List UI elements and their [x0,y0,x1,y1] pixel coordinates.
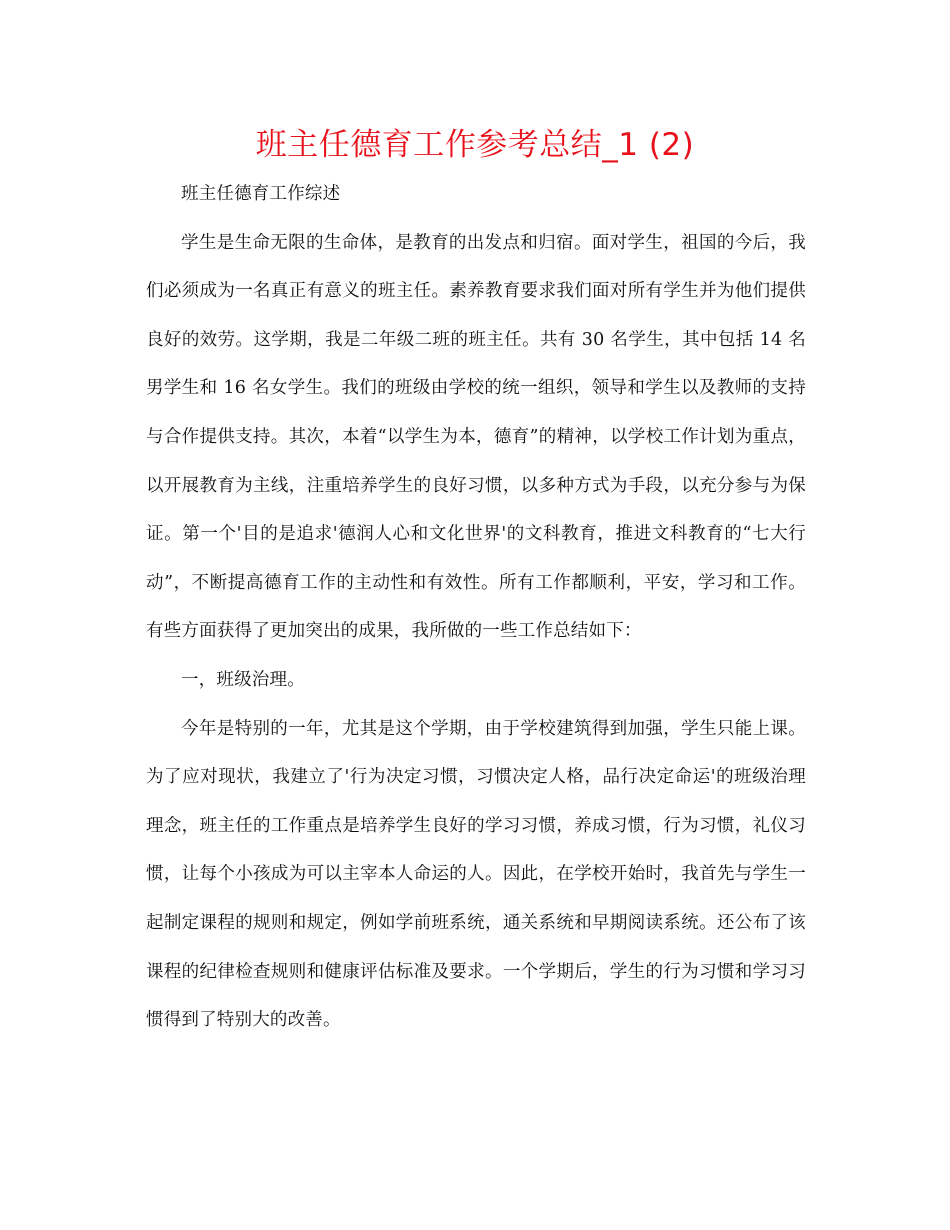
section-heading-overview: 班主任德育工作综述 [181,184,341,204]
paragraph-class-management: 今年是特别的一年，尤其是这个学期，由于学校建筑得到加强，学生只能上课。为了应对现状，我建立了'行为决定习惯，习惯决定人格，品行决定命运'的班级治理理念，班主任的工作重点是培养学生良好的学习习惯，养成习惯，行为习惯，礼仪习惯，让每个小孩成为可以主宰本人命运的人。因此，在学校开始时，我首先与学生一起制定课程的规则和规定，例如学前班系统，通关系统和早期阅读系统。还公布了该课程的纪律检查规则和健康评估标准及要求。一个学期后，学生的行为习惯和学习习惯得到了特别大的改善。 [146,718,806,1031]
section-heading-class-management: 一，班级治理。 [181,669,305,690]
paragraph-intro: 学生是生命无限的生命体，是教育的出发点和归宿。面对学生，祖国的今后，我们必须成为一名真正有意义的班主任。素养教育要求我们面对所有学生并为他们提供良好的效劳。这学期，我是二年级二班的班主任。共有 30 名学生，其中包括 14 名男学生和 16 名女学生。我们的班级由学校的统一组织，领导和学生以及教师的支持与合作提供支持。其次，本着“以学生为本，德育”的精神，以学校工作计划为重点，以开展教育为主线，注重培养学生的良好习惯，以多种方式为手段，以充分参与为保证。第一个'目的是追求'德润人心和文化世界'的文科教育，推进文科教育的“七大行动”，不断提高德育工作的主动性和有效性。所有工作都顺利，平安，学习和工作。有些方面获得了更加突出的成果，我所做的一些工作总结如下： [146,232,806,642]
document-body [146,170,806,1045]
document-title: 班主任德育工作参考总结_1 (2) [255,127,695,163]
